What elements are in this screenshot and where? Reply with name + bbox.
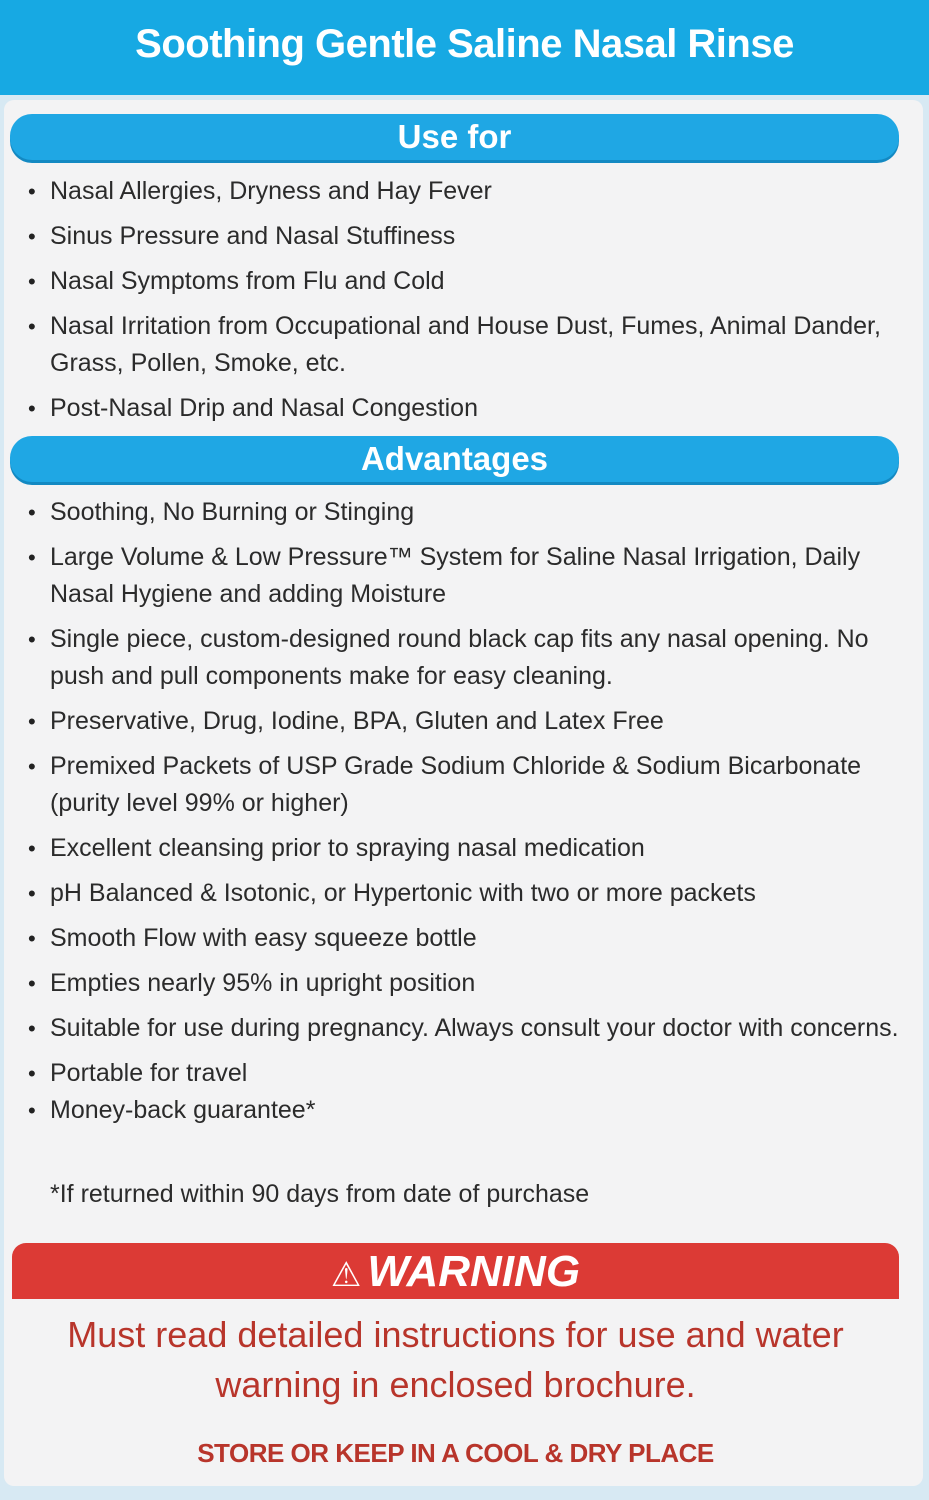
warning-text: Must read detailed instructions for use and water warning in enclosed brochure. — [67, 1314, 844, 1405]
list-item: • Post-Nasal Drip and Nasal Congestion — [28, 390, 908, 427]
guarantee-footnote: *If returned within 90 days from date of purchase — [50, 1180, 590, 1208]
list-item: • Soothing, No Burning or Stinging — [28, 494, 908, 531]
warning-title: ⚠ WARNING — [330, 1247, 581, 1296]
list-item: • Excellent cleansing prior to spraying nasal medication — [28, 830, 908, 867]
list-item: • Suitable for use during pregnancy. Always consult your doctor with concerns. — [28, 1010, 908, 1047]
bullet-icon: • — [28, 396, 36, 421]
bullet-icon: • — [28, 500, 36, 525]
bullet-icon: • — [28, 314, 36, 339]
bullet-icon: • — [28, 754, 36, 779]
list-item: • Single piece, custom-designed round black cap fits any nasal opening. No push and pull components make for easy cleaning. — [28, 621, 908, 695]
bullet-icon: • — [28, 1016, 36, 1041]
bullet-icon: • — [28, 1098, 36, 1123]
warning-banner — [12, 1243, 899, 1299]
bullet-icon: • — [28, 627, 36, 652]
bullet-icon: • — [28, 926, 36, 951]
list-item: • Sinus Pressure and Nasal Stuffiness — [28, 218, 908, 255]
list-item: • Preservative, Drug, Iodine, BPA, Gluten and Latex Free — [28, 703, 908, 740]
use-for-list — [28, 173, 908, 435]
bullet-icon: • — [28, 1061, 36, 1086]
bullet-icon: • — [28, 709, 36, 734]
page-title: Soothing Gentle Saline Nasal Rinse — [135, 22, 794, 66]
top-banner — [0, 0, 929, 95]
bullet-icon: • — [28, 881, 36, 906]
bullet-icon: • — [28, 224, 36, 249]
warning-triangle-icon: ⚠ — [330, 1256, 362, 1294]
list-item: • Large Volume & Low Pressure™ System for Saline Nasal Irrigation, Daily Nasal Hygiene and adding Moisture — [28, 539, 908, 613]
bullet-icon: • — [28, 269, 36, 294]
use-for-heading: Use for — [10, 114, 899, 160]
list-item: • Nasal Symptoms from Flu and Cold — [28, 263, 908, 300]
list-item: • Portable for travel — [28, 1055, 908, 1092]
list-item: • Smooth Flow with easy squeeze bottle — [28, 920, 908, 957]
list-item: • Nasal Irritation from Occupational and House Dust, Fumes, Animal Dander, Grass, Pollen, Smoke, etc. — [28, 308, 908, 382]
list-item: • Premixed Packets of USP Grade Sodium Chloride & Sodium Bicarbonate (purity level 99% or higher) — [28, 748, 908, 822]
bullet-icon: • — [28, 836, 36, 861]
list-item: • Money-back guarantee* — [28, 1092, 908, 1129]
advantages-list — [28, 494, 908, 1137]
list-item: • Empties nearly 95% in upright position — [28, 965, 908, 1002]
storage-instruction: STORE OR KEEP IN A COOL & DRY PLACE — [197, 1438, 714, 1468]
list-item: • pH Balanced & Isotonic, or Hypertonic with two or more packets — [28, 875, 908, 912]
bullet-icon: • — [28, 971, 36, 996]
list-item: • Nasal Allergies, Dryness and Hay Fever — [28, 173, 908, 210]
info-panel — [4, 100, 923, 1486]
bullet-icon: • — [28, 545, 36, 570]
advantages-heading: Advantages — [10, 436, 899, 482]
bullet-icon: • — [28, 179, 36, 204]
